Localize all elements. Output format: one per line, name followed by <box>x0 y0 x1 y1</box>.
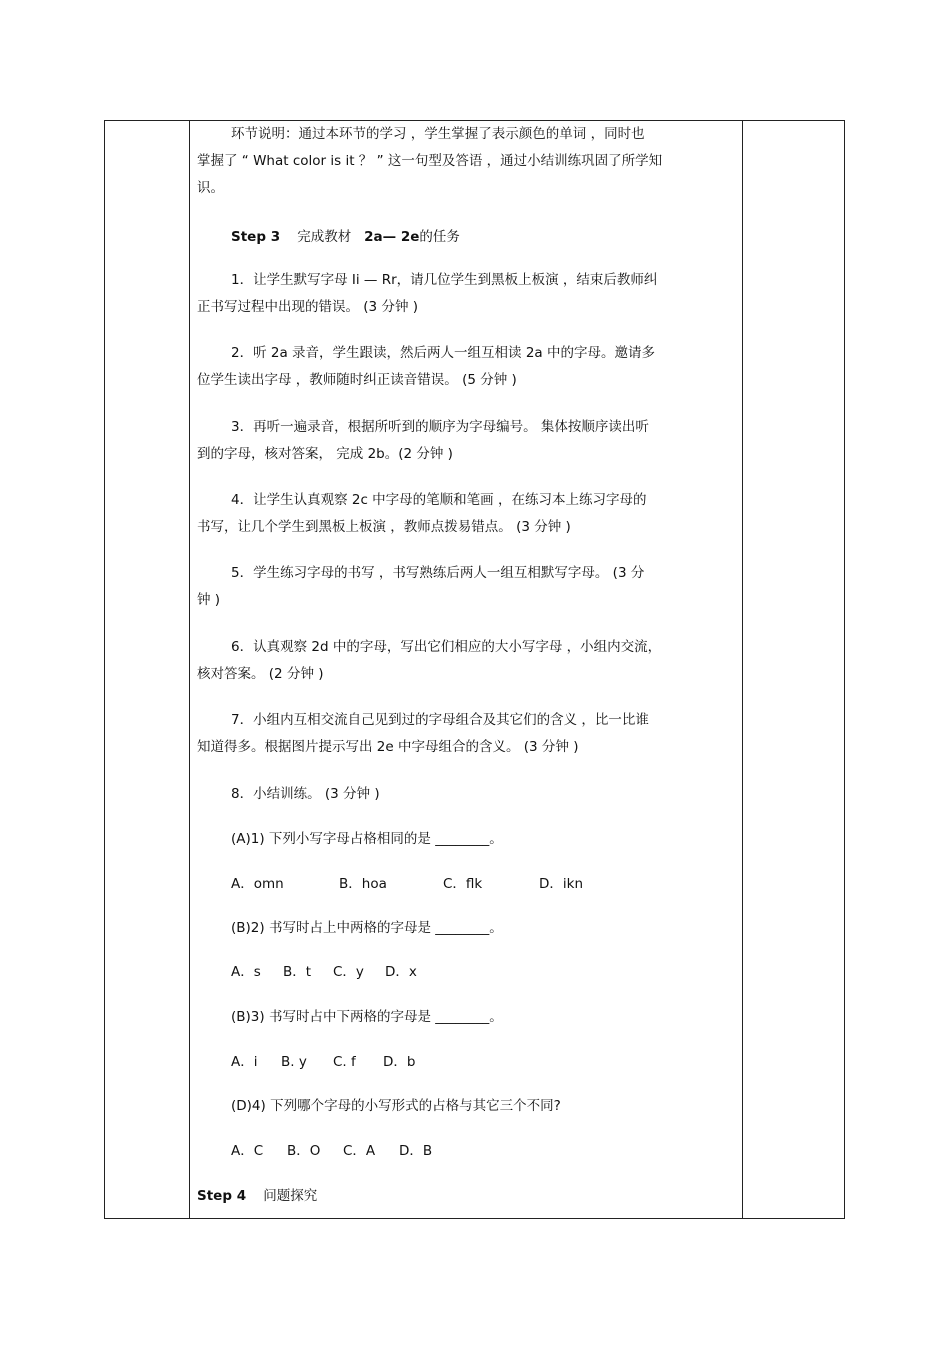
item-2-line-1: 2．听 2a 录音，学生跟读，然后两人一组互相读 2a 中的字母。邀请多 <box>231 345 655 361</box>
lesson-table <box>104 120 845 1219</box>
step3-title-a: 完成教材 <box>297 229 352 245</box>
step3-title-c: 的任务 <box>419 229 460 245</box>
question-3-options <box>231 1049 743 1076</box>
item-5-line-1: 5．学生练习字母的书写 ，书写熟练后两人一组互相默写字母。 (3 分 <box>231 565 645 581</box>
q4-option-d: D．B <box>399 1143 433 1159</box>
q4-option-a: A．C <box>231 1143 264 1159</box>
question-3: (B)3) 书写时占中下两格的字母是 ________。 <box>231 1009 503 1025</box>
item-1-line-2: 正书写过程中出现的错误。 (3 分钟 ) <box>197 299 418 315</box>
q3-option-d: D．b <box>383 1054 416 1070</box>
step3-title-b: 2a— 2e <box>364 229 420 245</box>
q3-option-c: C. f <box>333 1054 356 1070</box>
column-divider-left <box>189 121 190 1218</box>
q2-option-b: B．t <box>283 964 312 980</box>
intro-line-3: 识。 <box>197 180 224 196</box>
q2-option-d: D．x <box>385 964 417 980</box>
question-1-options <box>231 871 743 898</box>
item-1-line-1: 1．让学生默写字母 Ii — Rr，请几位学生到黑板上板演 ，结束后教师纠 <box>231 272 658 288</box>
item-5-line-2: 钟 ) <box>197 592 221 608</box>
q4-option-b: B．O <box>287 1143 321 1159</box>
q1-option-a: A．omn <box>231 876 284 892</box>
question-1: (A)1) 下列小写字母占格相同的是 ________。 <box>231 831 503 847</box>
step4-title: 问题探究 <box>263 1188 318 1204</box>
intro-line-2: 掌握了 “ What color is it ？ ” 这一句型及答语 ，通过小结训练巩固了所学知 <box>197 153 663 169</box>
question-4: (D)4) 下列哪个字母的小写形式的占格与其它三个不同? <box>231 1098 561 1114</box>
intro-line-1: 环节说明：通过本环节的学习 ，学生掌握了表示颜色的单词 ，同时也 <box>231 126 645 142</box>
step3-label: Step 3 <box>231 229 281 245</box>
step4-heading <box>197 1183 743 1210</box>
step4-label: Step 4 <box>197 1188 247 1204</box>
q4-option-c: C．A <box>343 1143 376 1159</box>
q1-option-b: B．hoa <box>339 876 387 892</box>
q3-option-a: A．i <box>231 1054 258 1070</box>
item-4-line-1: 4．让学生认真观察 2c 中字母的笔顺和笔画 ，在练习本上练习字母的 <box>231 492 647 508</box>
question-4-options <box>231 1138 743 1165</box>
item-4-line-2: 书写，让几个学生到黑板上板演 ，教师点拨易错点。 (3 分钟 ) <box>197 519 571 535</box>
q1-option-c: C．flk <box>443 876 483 892</box>
question-2: (B)2) 书写时占上中两格的字母是 ________。 <box>231 920 503 936</box>
q1-option-d: D．ikn <box>539 876 584 892</box>
item-7-line-1: 7．小组内互相交流自己见到过的字母组合及其它们的含义 ，比一比谁 <box>231 712 649 728</box>
item-3-line-2: 到的字母，核对答案， 完成 2b。(2 分钟 ) <box>197 446 453 462</box>
item-7-line-2: 知道得多。根据图片提示写出 2e 中字母组合的含义。 (3 分钟 ) <box>197 739 579 755</box>
q2-option-c: C．y <box>333 964 364 980</box>
step3-heading <box>197 224 743 251</box>
content-cell <box>197 121 743 1218</box>
q3-option-b: B. y <box>281 1054 307 1070</box>
item-8: 8．小结训练。 (3 分钟 ) <box>231 786 380 802</box>
item-3-line-1: 3．再听一遍录音，根据所听到的顺序为字母编号。 集体按顺序读出听 <box>231 419 649 435</box>
item-2-line-2: 位学生读出字母 ，教师随时纠正读音错误。 (5 分钟 ) <box>197 372 517 388</box>
q2-option-a: A．s <box>231 964 261 980</box>
question-2-options <box>231 959 743 986</box>
item-6-line-1: 6．认真观察 2d 中的字母，写出它们相应的大小写字母 ，小组内交流， <box>231 639 662 655</box>
item-6-line-2: 核对答案。 (2 分钟 ) <box>197 666 324 682</box>
